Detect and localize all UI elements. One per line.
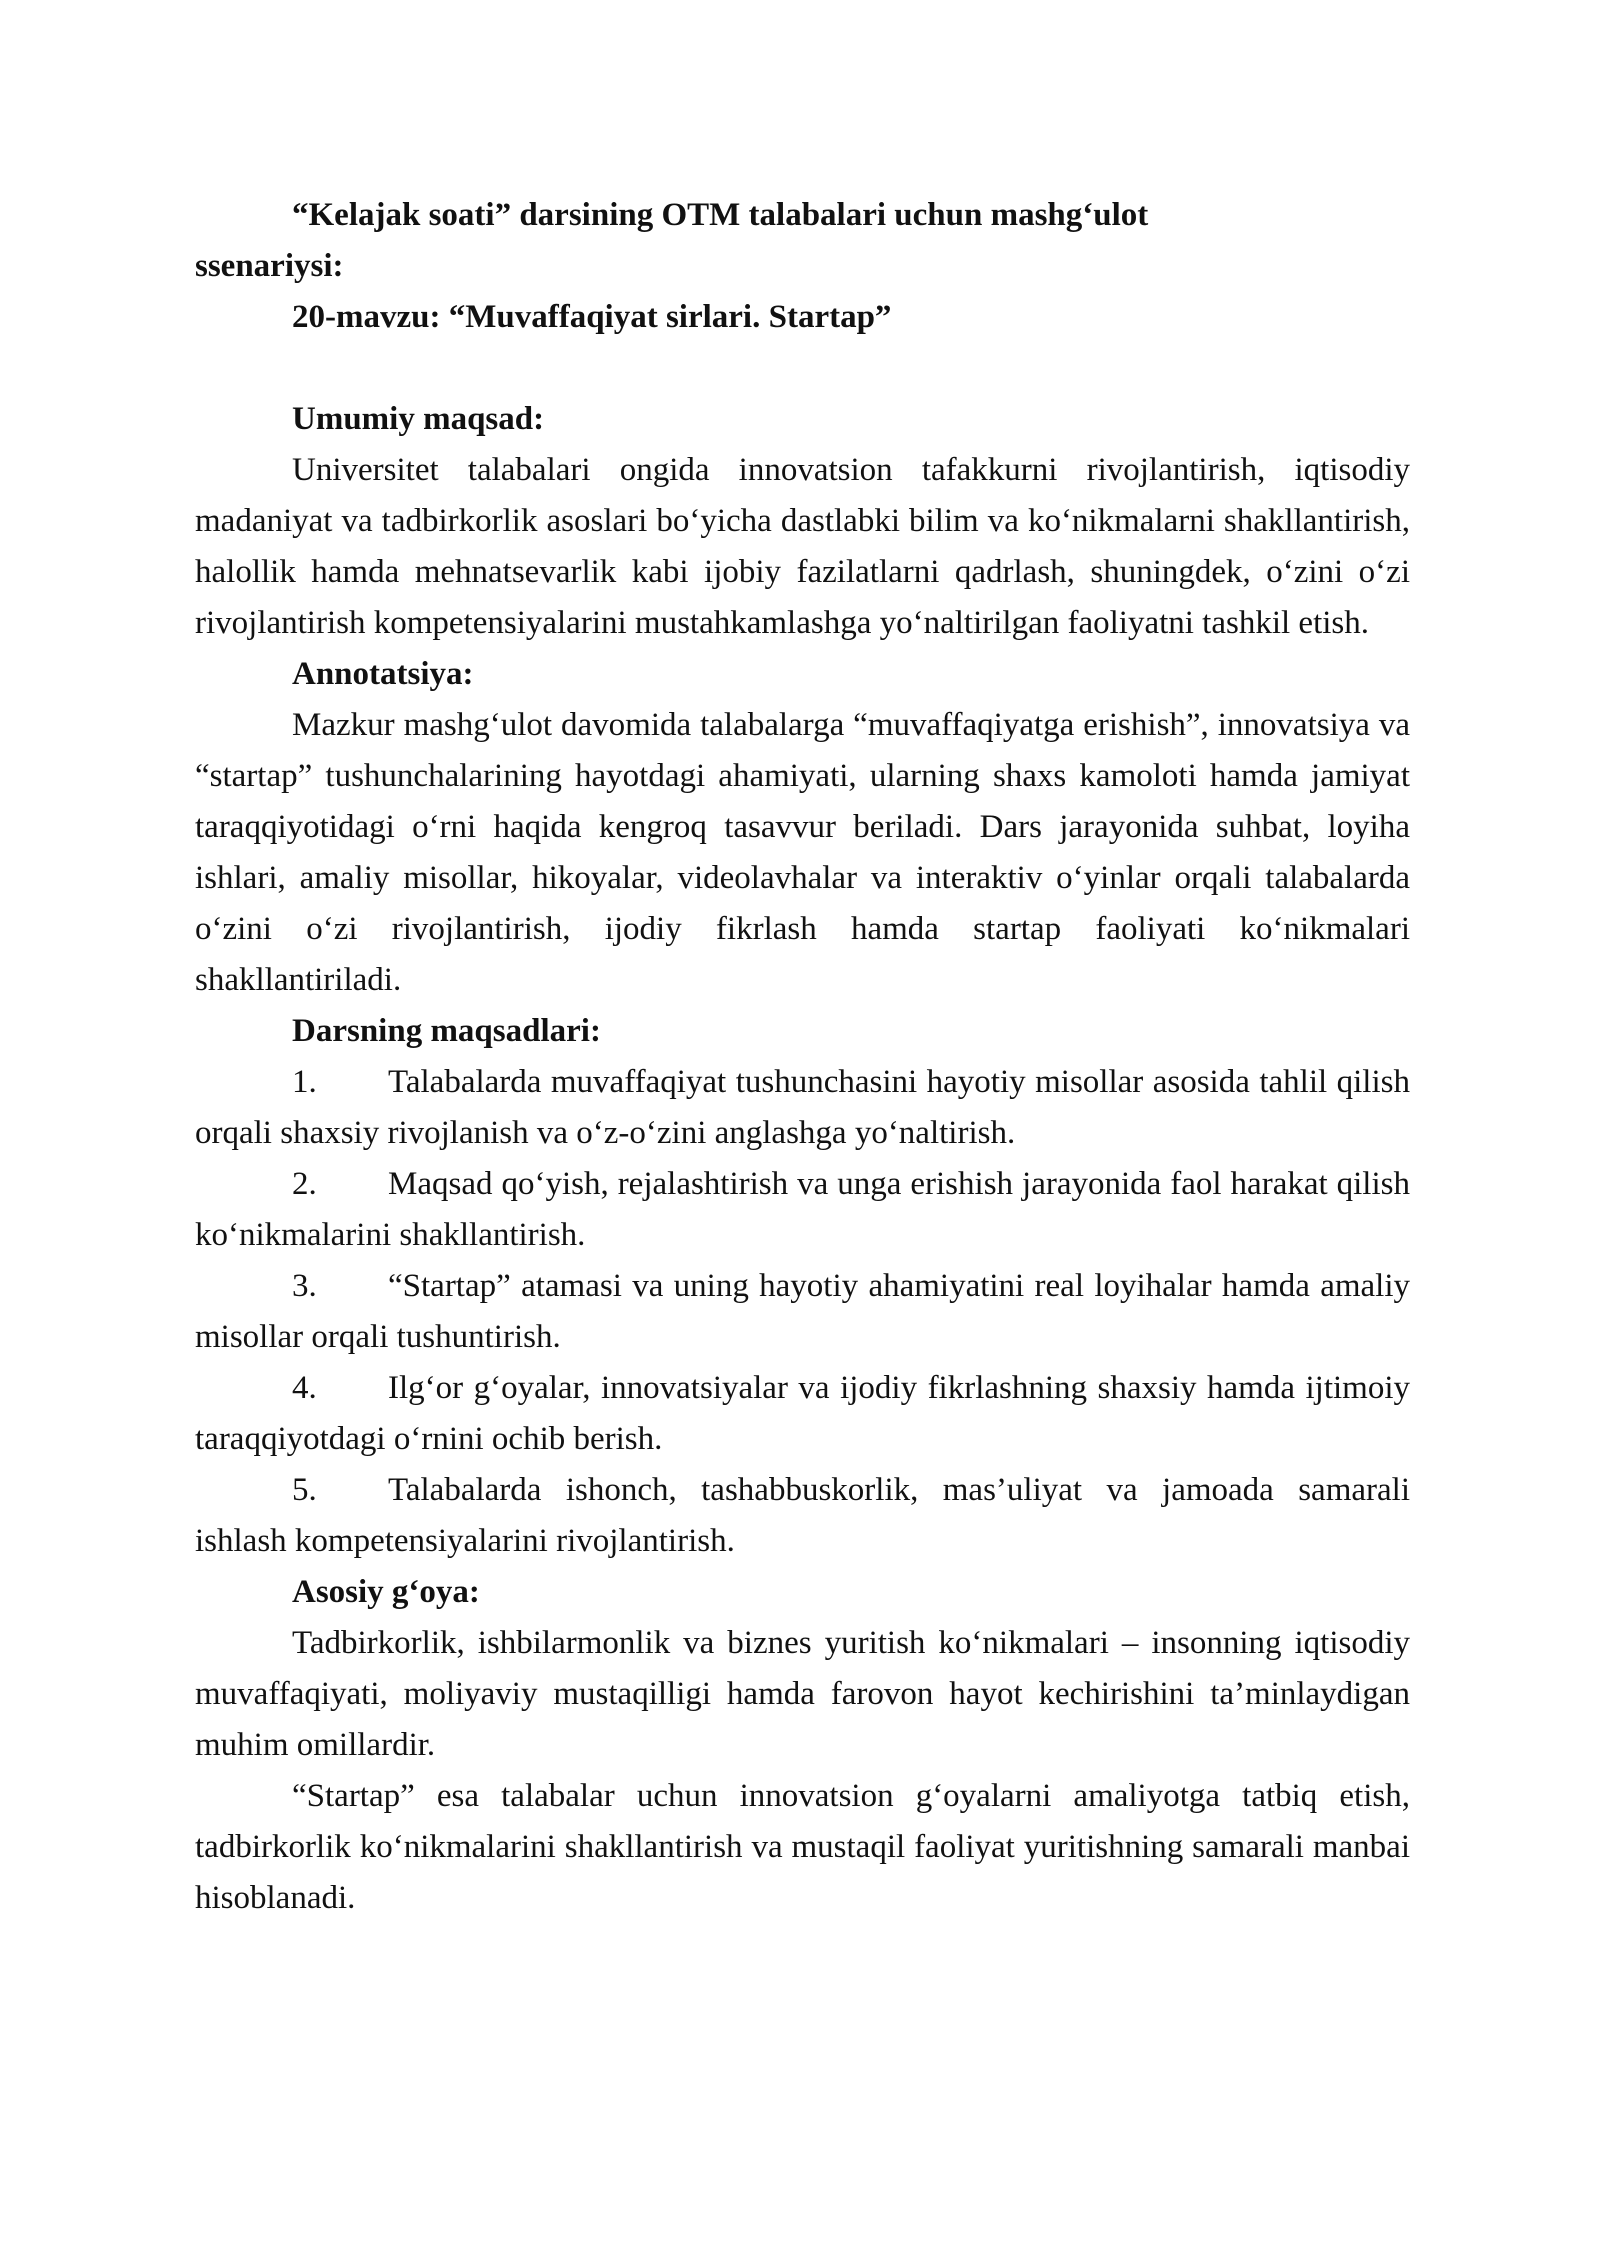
goal-heading: Umumiy maqsad:	[292, 401, 545, 437]
objective-text: Ilg‘or g‘oyalar, innovatsiyalar va ijodiy fikrlashning shaxsiy hamda ijtimoiy taraqqiyotdagi o‘rnini ochib berish.	[195, 1370, 1410, 1457]
main-idea-heading: Asosiy g‘oya:	[292, 1574, 480, 1610]
main-idea-paragraph-1: Tadbirkorlik, ishbilarmonlik va biznes yuritish ko‘nikmalari – insonning iqtisodiy muvaffaqiyati, moliyaviy mustaqilligi hamda farovon hayot kechirishini ta’minlaydigan muhim omillardir.	[195, 1625, 1410, 1763]
objective-item	[195, 1261, 1410, 1363]
objective-item	[195, 1057, 1410, 1159]
blank-line	[195, 343, 1410, 394]
objective-text: Talabalarda ishonch, tashabbuskorlik, mas’uliyat va jamoada samarali ishlash kompetensiyalarini rivojlantirish.	[195, 1472, 1410, 1559]
document-title-line-2: ssenariysi:	[195, 248, 344, 284]
objective-text: Talabalarda muvaffaqiyat tushunchasini hayotiy misollar asosida tahlil qilish orqali shaxsiy rivojlanish va o‘z-o‘zini anglashga yo‘naltirish.	[195, 1064, 1410, 1151]
document-title-line-1: “Kelajak soati” darsining OTM talabalari uchun mashg‘ulot	[292, 197, 1149, 233]
objective-text: “Startap” atamasi va uning hayotiy ahamiyatini real loyihalar hamda amaliy misollar orqali tushuntirish.	[195, 1268, 1410, 1355]
objective-item	[195, 1465, 1410, 1567]
objective-number: 3.	[292, 1268, 317, 1304]
objective-number: 5.	[292, 1472, 317, 1508]
objective-text: Maqsad qo‘yish, rejalashtirish va unga erishish jarayonida faol harakat qilish ko‘nikmalarini shakllantirish.	[195, 1166, 1410, 1253]
annotation-heading: Annotatsiya:	[292, 656, 474, 692]
objective-item	[195, 1363, 1410, 1465]
goal-paragraph: Universitet talabalari ongida innovatsion tafakkurni rivojlantirish, iqtisodiy madaniyat va tadbirkorlik asoslari bo‘yicha dastlabki bilim va ko‘nikmalarni shakllantirish, halollik hamda mehnatsevarlik kabi ijobiy fazilatlarni qadrlash, shuningdek, o‘zini o‘zi rivojlantirish kompetensiyalarini mustahkamlashga yo‘naltirilgan faoliyatni tashkil etish.	[195, 452, 1410, 641]
main-idea-paragraph-2: “Startap” esa talabalar uchun innovatsion g‘oyalarni amaliyotga tatbiq etish, tadbirkorlik ko‘nikmalarini shakllantirish va mustaqil faoliyat yuritishning samarali manbai hisoblanadi.	[195, 1778, 1410, 1916]
objectives-heading: Darsning maqsadlari:	[292, 1013, 601, 1049]
objective-number: 4.	[292, 1370, 317, 1406]
annotation-paragraph: Mazkur mashg‘ulot davomida talabalarga “muvaffaqiyatga erishish”, innovatsiya va “startap” tushunchalarining hayotdagi ahamiyati, ularning shaxs kamoloti hamda jamiyat taraqqiyotidagi o‘rni haqida kengroq tasavvur beriladi. Dars jarayonida suhbat, loyiha ishlari, amaliy misollar, hikoyalar, videolavhalar va interaktiv o‘yinlar orqali talabalarda o‘zini o‘zi rivojlantirish, ijodiy fikrlash hamda startap faoliyati ko‘nikmalari shakllantiriladi.	[195, 707, 1410, 998]
objective-number: 1.	[292, 1064, 317, 1100]
document-page	[195, 190, 1410, 1924]
objective-item	[195, 1159, 1410, 1261]
objective-number: 2.	[292, 1166, 317, 1202]
topic-title: 20-mavzu: “Muvaffaqiyat sirlari. Startap”	[292, 299, 892, 335]
